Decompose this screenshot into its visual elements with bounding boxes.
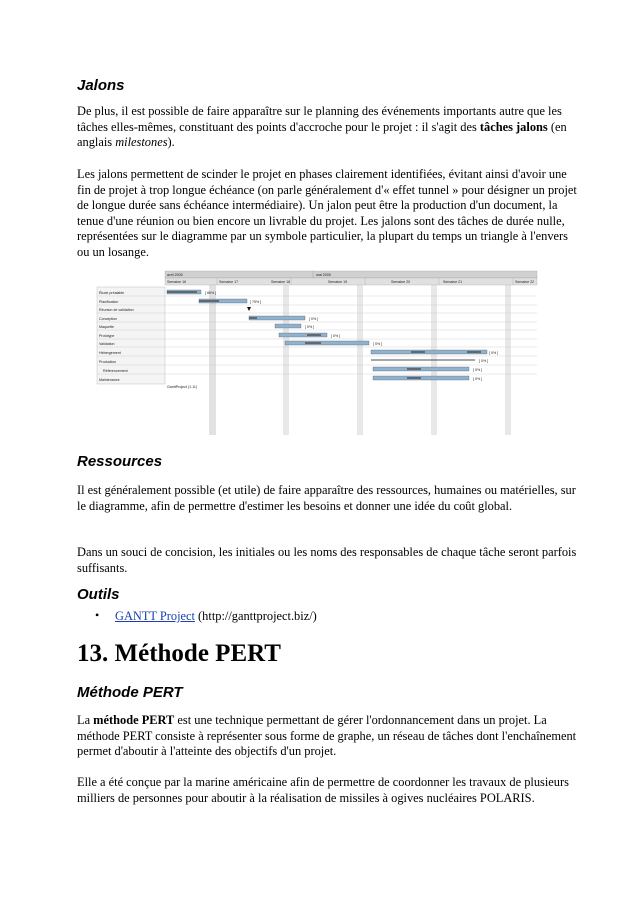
task-name: Validation	[99, 342, 115, 346]
task-bars	[167, 290, 498, 381]
ressources-paragraph-1: Il est généralement possible (et utile) de faire apparaître des ressources, humaines ou matérielles, sur le diagramme, afin de permettre d'estimer les besoins et donner une idée du coût global.	[77, 483, 576, 513]
gantt-footer: GanttProject (1.11)	[167, 385, 198, 389]
pert-paragraph-1: La méthode PERT est une technique permettant de gérer l'ordonnancement dans un projet. La méthode PERT consiste à représenter sous forme de graphe, un réseau de tâches dont l'enchaînement permet d'aboutir à l'atteinte des objectifs d'un projet.	[77, 713, 577, 759]
week-label: Semaine 19	[328, 280, 348, 284]
progress-label: [ 0% ]	[473, 368, 483, 372]
week-label: Semaine 17	[219, 280, 239, 284]
week-label: Semaine 20	[391, 280, 411, 284]
task-name: Étude préalable	[99, 291, 125, 295]
progress-label: [ 0% ]	[373, 342, 383, 346]
progress-label: [ 0% ]	[473, 377, 483, 381]
task-name: Conception	[99, 317, 118, 321]
task-name: Réunion de validation	[99, 308, 134, 312]
progress-label: [ 0% ]	[489, 351, 499, 355]
list-bullet: •	[95, 608, 100, 622]
jalons-paragraph-2: Les jalons permettent de scinder le projet en phases clairement identifiées, évitant ainsi d'avoir une fin de projet à trop longue échéance (on parle généralement d'« effet tunnel » pour désigner un projet de longue durée sans échéance intermédiaire). Un jalon peut être la production d'un document, la tenue d'une réunion ou bien encore un livrable du projet. Les jalons sont des tâches de durée nulle, représentées sur le diagramme par un symbole particulier, la plupart du temps un triangle à l'envers ou un losange.	[77, 167, 577, 259]
week-label: Semaine 21	[443, 280, 463, 284]
outils-list-item: GANTT Project (http://ganttproject.biz/)	[115, 609, 317, 623]
task-name: Planification	[99, 300, 119, 304]
progress-label: [ 0% ]	[331, 334, 341, 338]
gantt-chart-image	[95, 267, 543, 439]
task-name: Maintenance	[99, 378, 120, 382]
task-name: Production	[99, 360, 117, 364]
pert-subheading: Méthode PERT	[77, 684, 183, 701]
task-name: Maquette	[99, 325, 114, 329]
ressources-paragraph-2: Dans un souci de concision, les initiales ou les noms des responsables de chaque tâche seront parfois suffisants.	[77, 545, 577, 575]
task-name: Référencement	[103, 369, 128, 373]
progress-label: [ 0% ]	[305, 325, 315, 329]
gantt-project-link[interactable]: GANTT Project	[115, 609, 195, 623]
month-label: avril 2005	[167, 273, 183, 277]
ressources-heading: Ressources	[77, 453, 163, 470]
outils-heading: Outils	[77, 586, 120, 603]
jalons-paragraph-1: De plus, il est possible de faire apparaître sur le planning des événements importants autre que les tâches elles-mêmes, constituant des points d'accroche pour le projet : il s'agit des tâches jalons (en anglais milestones).	[77, 104, 567, 150]
task-name: Hébergement	[99, 351, 121, 355]
task-name: Prototype	[99, 334, 115, 338]
pert-paragraph-2: Elle a été conçue par la marine américaine afin de permettre de coordonner les travaux de plusieurs milliers de personnes pour aboutir à la réalisation de missiles à ogives nucléaires POLARIS.	[77, 775, 569, 805]
progress-label: [ 0% ]	[309, 317, 319, 321]
section-title: 13. Méthode PERT	[77, 640, 281, 667]
progress-label: [ 75% ]	[250, 300, 262, 304]
progress-label: [ 86% ]	[205, 291, 217, 295]
jalons-heading: Jalons	[77, 77, 125, 94]
progress-label: [ 0% ]	[479, 359, 489, 363]
month-label: mai 2005	[316, 273, 331, 277]
week-label: Semaine 18	[271, 280, 291, 284]
week-label: Semaine 22	[515, 280, 535, 284]
week-label: Semaine 16	[167, 280, 187, 284]
